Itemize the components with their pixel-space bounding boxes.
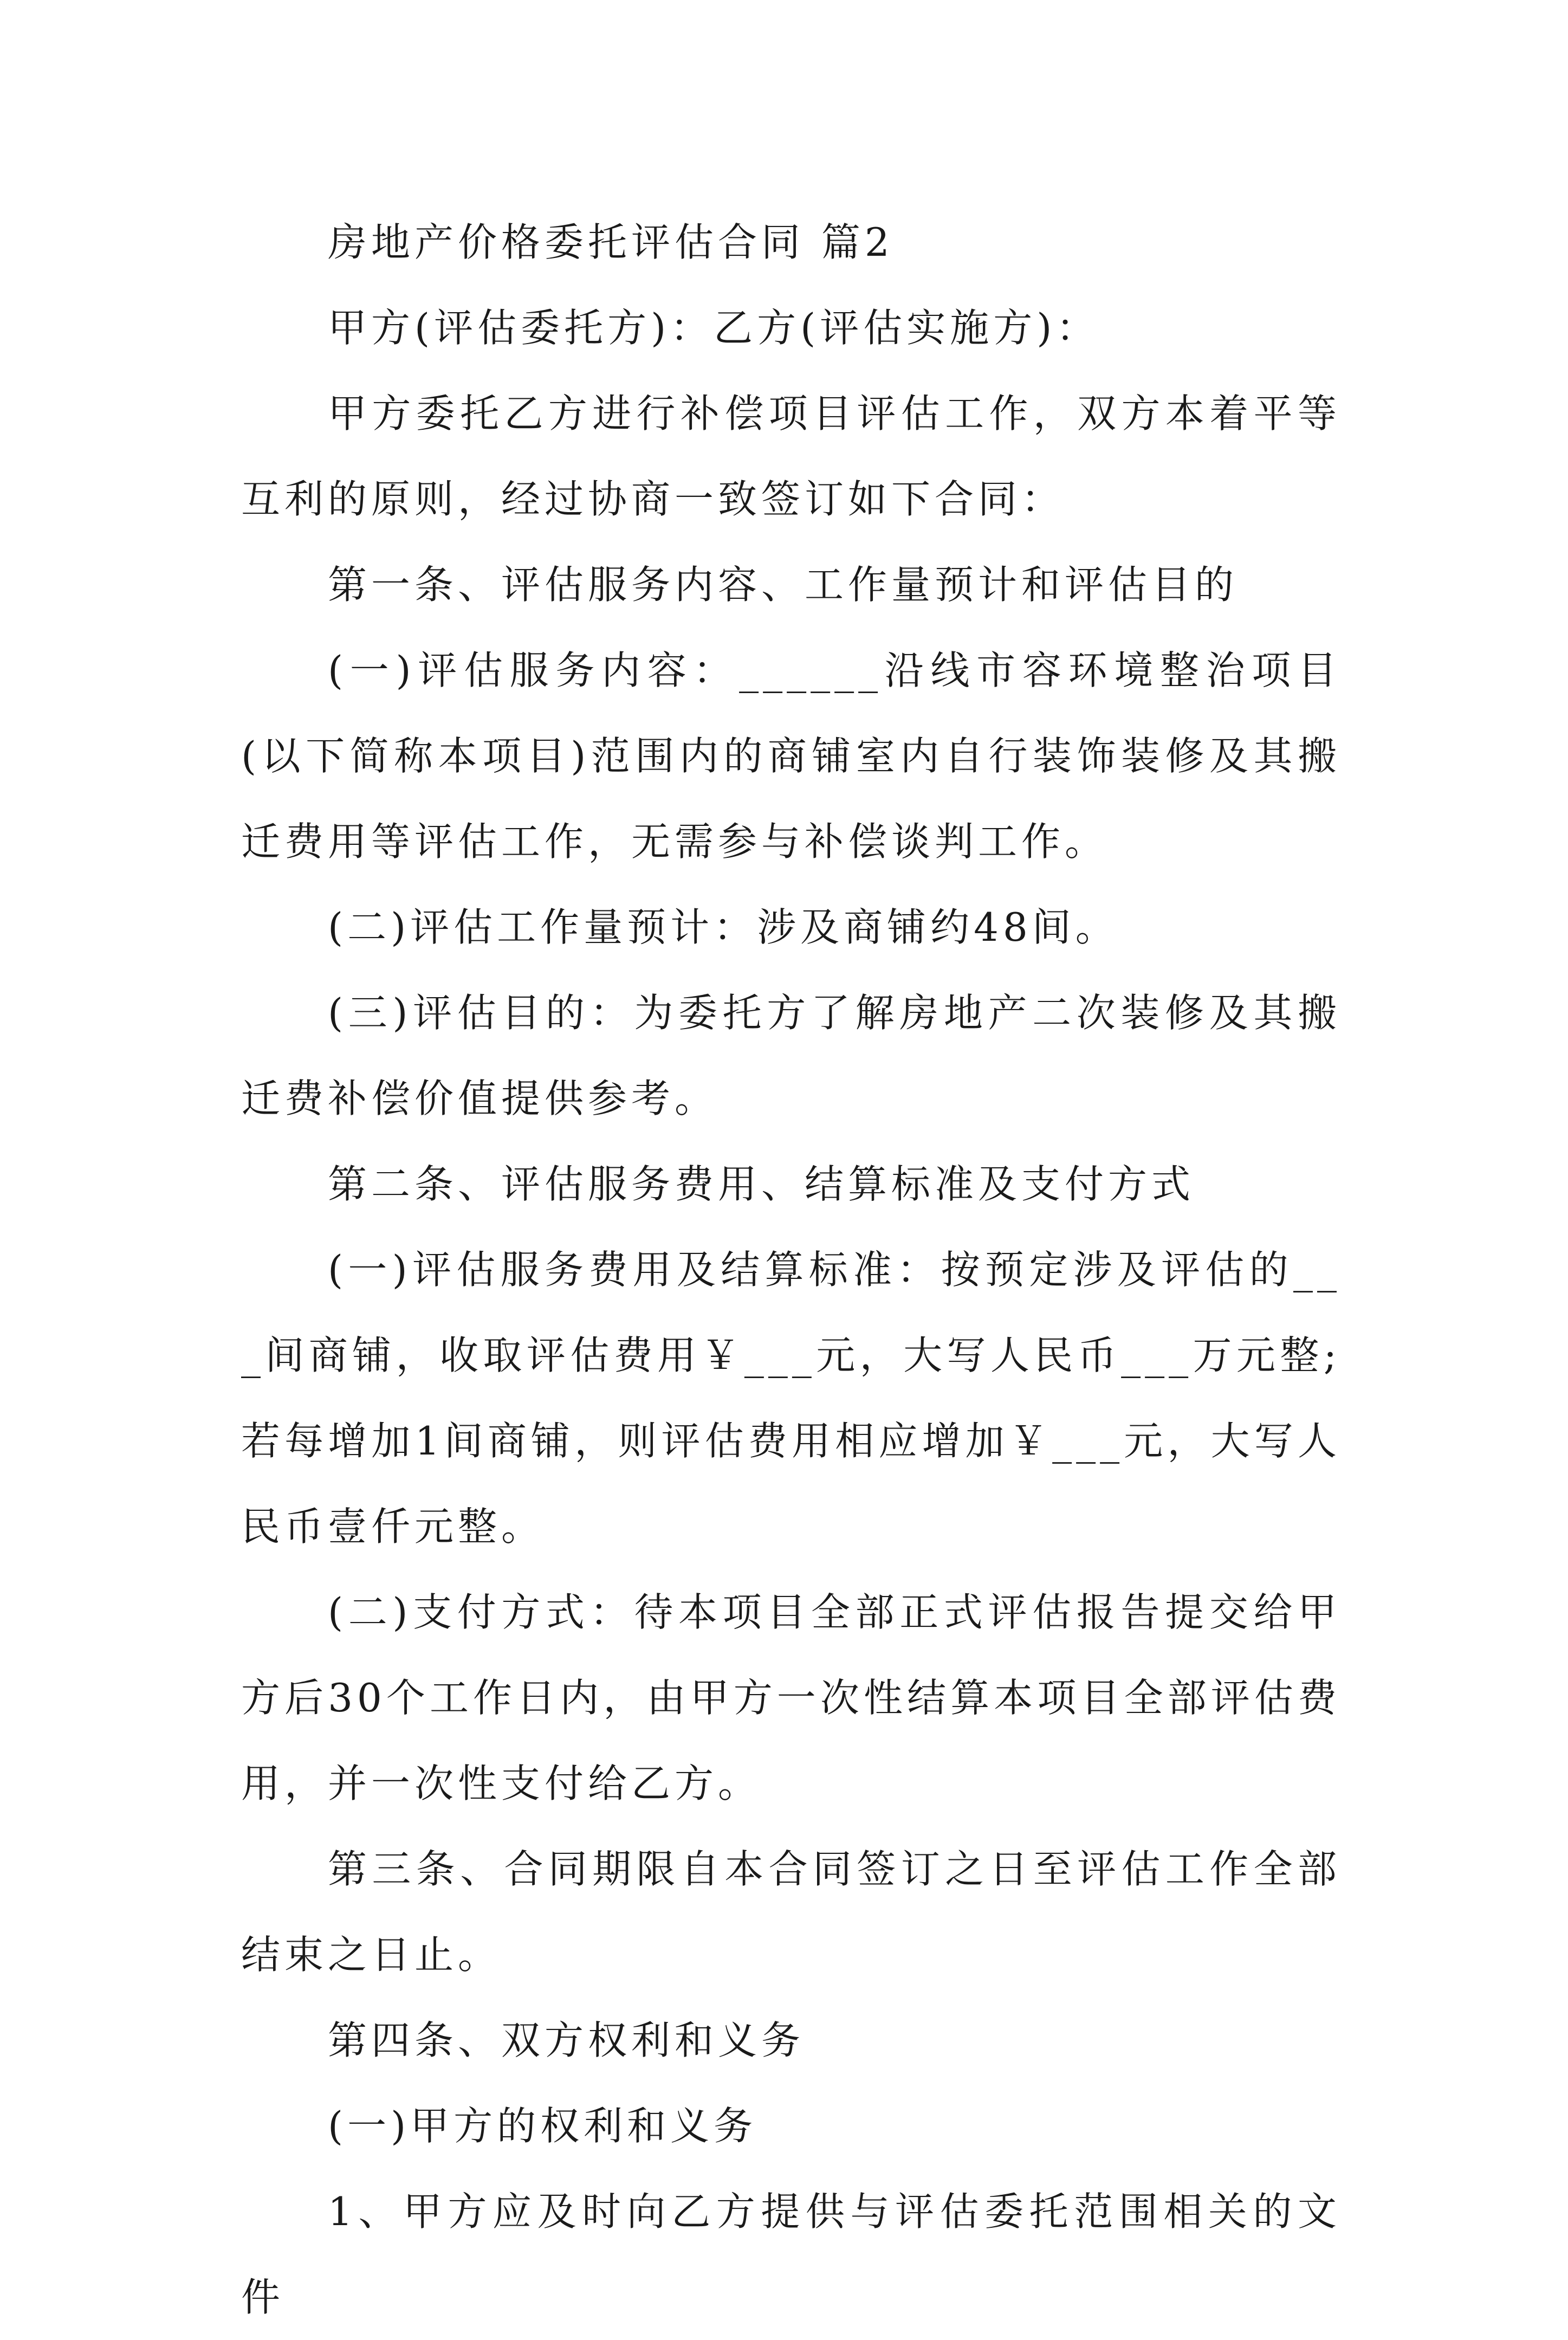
article-1-item-3: (三)评估目的：为委托方了解房地产二次装修及其搬迁费补偿价值提供参考。 <box>241 990 1341 1121</box>
article-1-item-1: (一)评估服务内容：______沿线市容环境整治项目(以下简称本项目)范围内的商铺室内自行装饰装修及其搬迁费用等评估工作，无需参与补偿谈判工作。 <box>241 648 1341 864</box>
article-2-heading: 第二条、评估服务费用、结算标准及支付方式 <box>328 1161 1195 1207</box>
document-body <box>241 199 1341 2340</box>
preamble-paragraph: 甲方委托乙方进行补偿项目评估工作，双方本着平等互利的原则，经过协商一致签订如下合同： <box>241 391 1341 522</box>
article-2-item-1: (一)评估服务费用及结算标准：按预定涉及评估的___间商铺，收取评估费用￥___元，大写人民币___万元整;若每增加1间商铺，则评估费用相应增加￥___元，大写人民币壹仟元整。 <box>241 1247 1341 1549</box>
article-4-subheading: (一)甲方的权利和义务 <box>328 2103 757 2149</box>
article-1-item-2: (二)评估工作量预计：涉及商铺约48间。 <box>328 904 1119 950</box>
article-4-item-1: 1、甲方应及时向乙方提供与评估委托范围相关的文件 <box>241 2189 1341 2320</box>
section-heading: 房地产价格委托评估合同 篇2 <box>328 219 894 265</box>
parties-line: 甲方(评估委托方)：乙方(评估实施方)： <box>328 305 1100 351</box>
article-4-heading: 第四条、双方权利和义务 <box>328 2018 805 2063</box>
article-3-paragraph: 第三条、合同期限自本合同签订之日至评估工作全部结束之日止。 <box>241 1846 1341 1977</box>
article-1-heading: 第一条、评估服务内容、工作量预计和评估目的 <box>328 562 1239 607</box>
article-2-item-2: (二)支付方式：待本项目全部正式评估报告提交给甲方后30个工作日内，由甲方一次性结算本项目全部评估费用，并一次性支付给乙方。 <box>241 1589 1341 1806</box>
